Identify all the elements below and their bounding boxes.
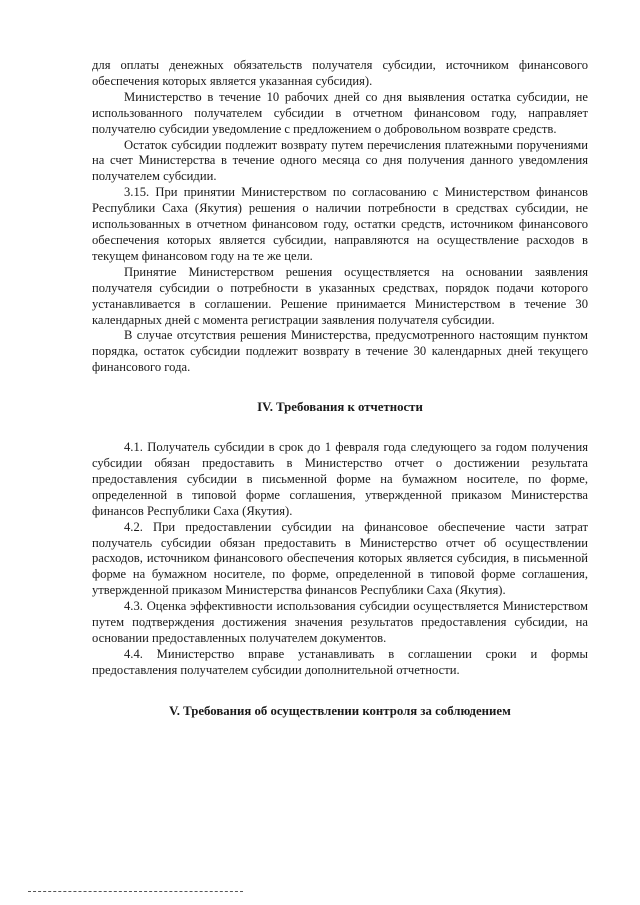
footer-divider [28, 891, 243, 892]
paragraph-absence-of-decision: В случае отсутствия решения Министерства, предусмотренного настоящим пунктом порядка, остаток субсидии подлежит возврату в течение 30 календарных дней текущего финансового года. [92, 328, 588, 375]
section-heading-v: V. Требования об осуществлении контроля за соблюдением [169, 703, 511, 718]
paragraph-decision: Принятие Министерством решения осуществляется на основании заявления получателя субсидии о потребности в указанных средствах, порядок подачи которого устанавливается в соглашении. Решение принимается Министерством в течение 30 календарных дней с момента регистрации заявления получателя субсидии. [92, 264, 588, 327]
paragraph-4-1: 4.1. Получатель субсидии в срок до 1 февраля года следующего за годом получения субсидии обязан предоставить в Министерство отчет о достижении результата предоставления субсидии в письменной форме на бумажном носителе, по форме, определенной в типовой форме соглашения, утвержденной приказом Министерства финансов Республики Саха (Якутия). [92, 440, 588, 518]
paragraph-notification: Министерство в течение 10 рабочих дней со дня выявления остатка субсидии, не использованного получателем субсидии в отчетном финансовом году, направляет получателю субсидии уведомление с предложением о добровольном возврате средств. [92, 89, 588, 136]
paragraph-refund: Остаток субсидии подлежит возврату путем перечисления платежными поручениями на счет Министерства в течение одного месяца со дня получения данного уведомления получателем субсидии. [92, 137, 588, 184]
paragraph-continuation: для оплаты денежных обязательств получателя субсидии, источником финансового обеспечения которых является указанная субсидия). [92, 58, 588, 88]
paragraph-3-15: 3.15. При принятии Министерством по согласованию с Министерством финансов Республики Саха (Якутия) решения о наличии потребности в средствах субсидии, не использованных в отчетном финансовом году, остатки средств, источником финансового обеспечения которых является субсидии, направляются на осуществление расходов в текущем финансовом году на те же цели. [92, 185, 588, 263]
document-page [92, 58, 588, 719]
paragraph-4-4: 4.4. Министерство вправе устанавливать в соглашении сроки и формы предоставления получателем субсидии дополнительной отчетности. [92, 646, 588, 677]
paragraph-4-3: 4.3. Оценка эффективности использования субсидии осуществляется Министерством путем подтверждения достижения значения результатов предоставления субсидии, на основании предоставленных получателем документов. [92, 599, 588, 645]
section-heading-iv: IV. Требования к отчетности [257, 400, 423, 415]
paragraph-4-2: 4.2. При предоставлении субсидии на финансовое обеспечение части затрат получатель субсидии обязан предоставить в Министерство отчет об осуществлении расходов, источником финансового обеспечения которых является субсидия, в письменной форме на бумажном носителе, по форме, определенной в типовой форме соглашения, утвержденной приказом Министерства финансов Республики Саха (Якутия). [92, 519, 588, 598]
